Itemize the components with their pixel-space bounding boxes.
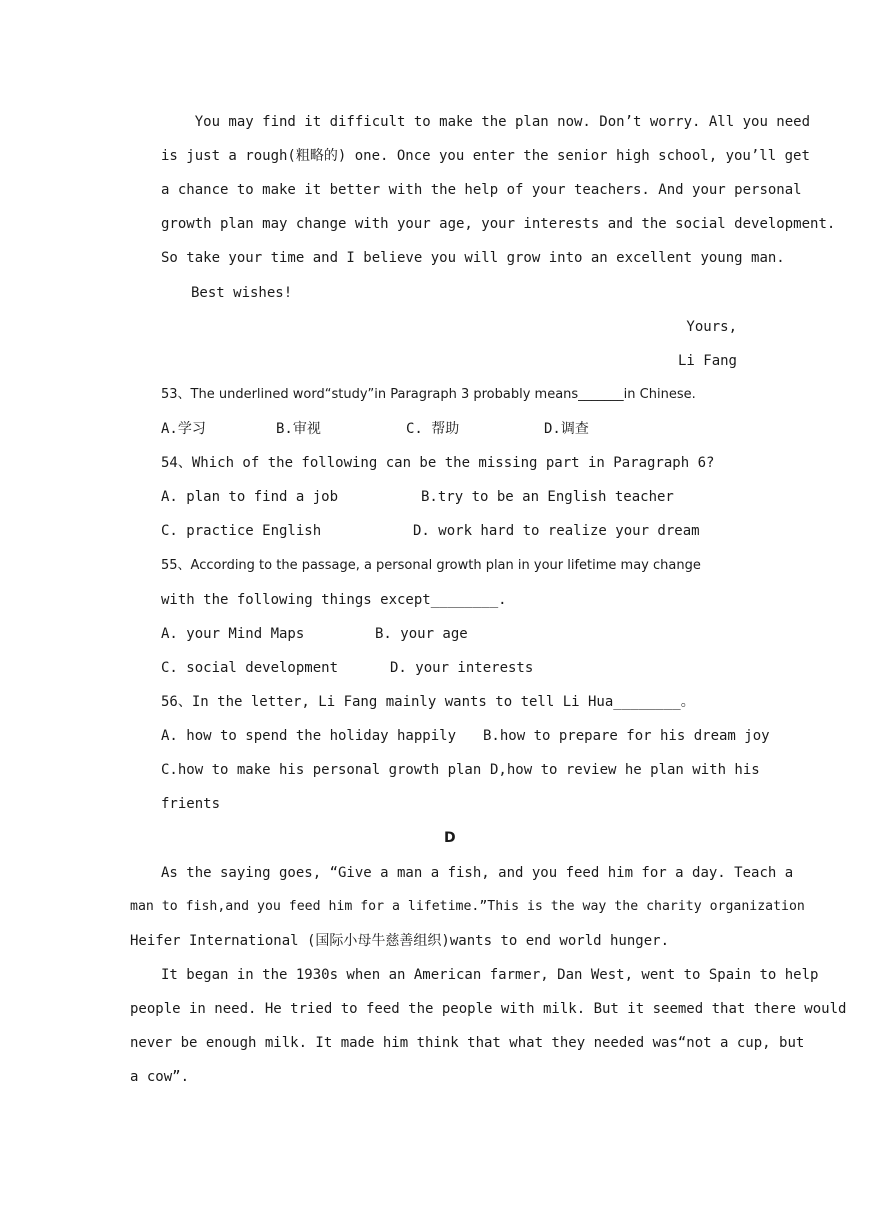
- question-53-option-a: A.学习: [161, 421, 206, 437]
- question-53-option-d: D.调查: [544, 421, 589, 437]
- question-55-stem-line-1: 55、According to the passage, a personal growth plan in your lifetime may change: [161, 558, 701, 573]
- section-d-p2-line-4: a cow”.: [130, 1069, 190, 1085]
- question-55-option-c: C. social development: [161, 660, 339, 676]
- letter-line-4: growth plan may change with your age, your interests and the social development.: [161, 216, 836, 232]
- question-56-stem: 56、In the letter, Li Fang mainly wants to tell Li Hua________。: [161, 694, 695, 710]
- question-54-option-b: B.try to be an English teacher: [421, 489, 674, 505]
- letter-line-1: You may find it difficult to make the plan now. Don’t worry. All you need: [161, 114, 811, 130]
- question-55-option-d: D. your interests: [390, 660, 534, 676]
- question-56-option-c: C.how to make his personal growth plan: [161, 762, 482, 778]
- question-55-option-b: B. your age: [375, 626, 468, 642]
- question-56-option-d: D,how to review he plan with his: [490, 762, 760, 778]
- letter-line-2: is just a rough(粗略的) one. Once you enter the senior high school, you’ll get: [161, 148, 810, 164]
- question-56-option-b: B.how to prepare for his dream joy: [483, 728, 770, 744]
- question-53-option-b: B.审视: [276, 421, 321, 437]
- letter-line-3: a chance to make it better with the help of your teachers. And your personal: [161, 182, 802, 198]
- question-55-stem-line-2: with the following things except________.: [161, 592, 507, 608]
- section-d-p1-line-3: Heifer International (国际小母牛慈善组织)wants to end world hunger.: [130, 933, 670, 949]
- question-55-option-a: A. your Mind Maps: [161, 626, 305, 642]
- question-54-option-c: C. practice English: [161, 523, 322, 539]
- question-54-stem: 54、Which of the following can be the missing part in Paragraph 6?: [161, 455, 715, 471]
- question-54-option-a: A. plan to find a job: [161, 489, 339, 505]
- letter-signature: Li Fang: [677, 353, 737, 369]
- section-d-p1-line-1: As the saying goes, “Give a man a fish, and you feed him for a day. Teach a: [161, 865, 794, 881]
- question-56-option-d-continuation: frients: [161, 796, 221, 812]
- section-d-p2-line-1: It began in the 1930s when an American farmer, Dan West, went to Spain to help: [161, 967, 819, 983]
- letter-line-5: So take your time and I believe you will grow into an excellent young man.: [161, 250, 785, 266]
- question-53-stem: 53、The underlined word“study”in Paragraph 3 probably means_______in Chinese.: [161, 387, 696, 402]
- question-54-option-d: D. work hard to realize your dream: [413, 523, 700, 539]
- letter-closing: Yours,: [686, 319, 737, 335]
- section-d-p2-line-3: never be enough milk. It made him think that what they needed was“not a cup, but: [130, 1035, 805, 1051]
- section-d-p2-line-2: people in need. He tried to feed the people with milk. But it seemed that there would: [130, 1001, 847, 1017]
- question-53-option-c: C. 帮助: [406, 421, 460, 437]
- question-56-option-a: A. how to spend the holiday happily: [161, 728, 457, 744]
- section-heading: D: [444, 830, 456, 846]
- section-d-p1-line-2: man to fish,and you feed him for a lifetime.”This is the way the charity organization: [130, 899, 805, 914]
- letter-wishes: Best wishes!: [191, 285, 293, 301]
